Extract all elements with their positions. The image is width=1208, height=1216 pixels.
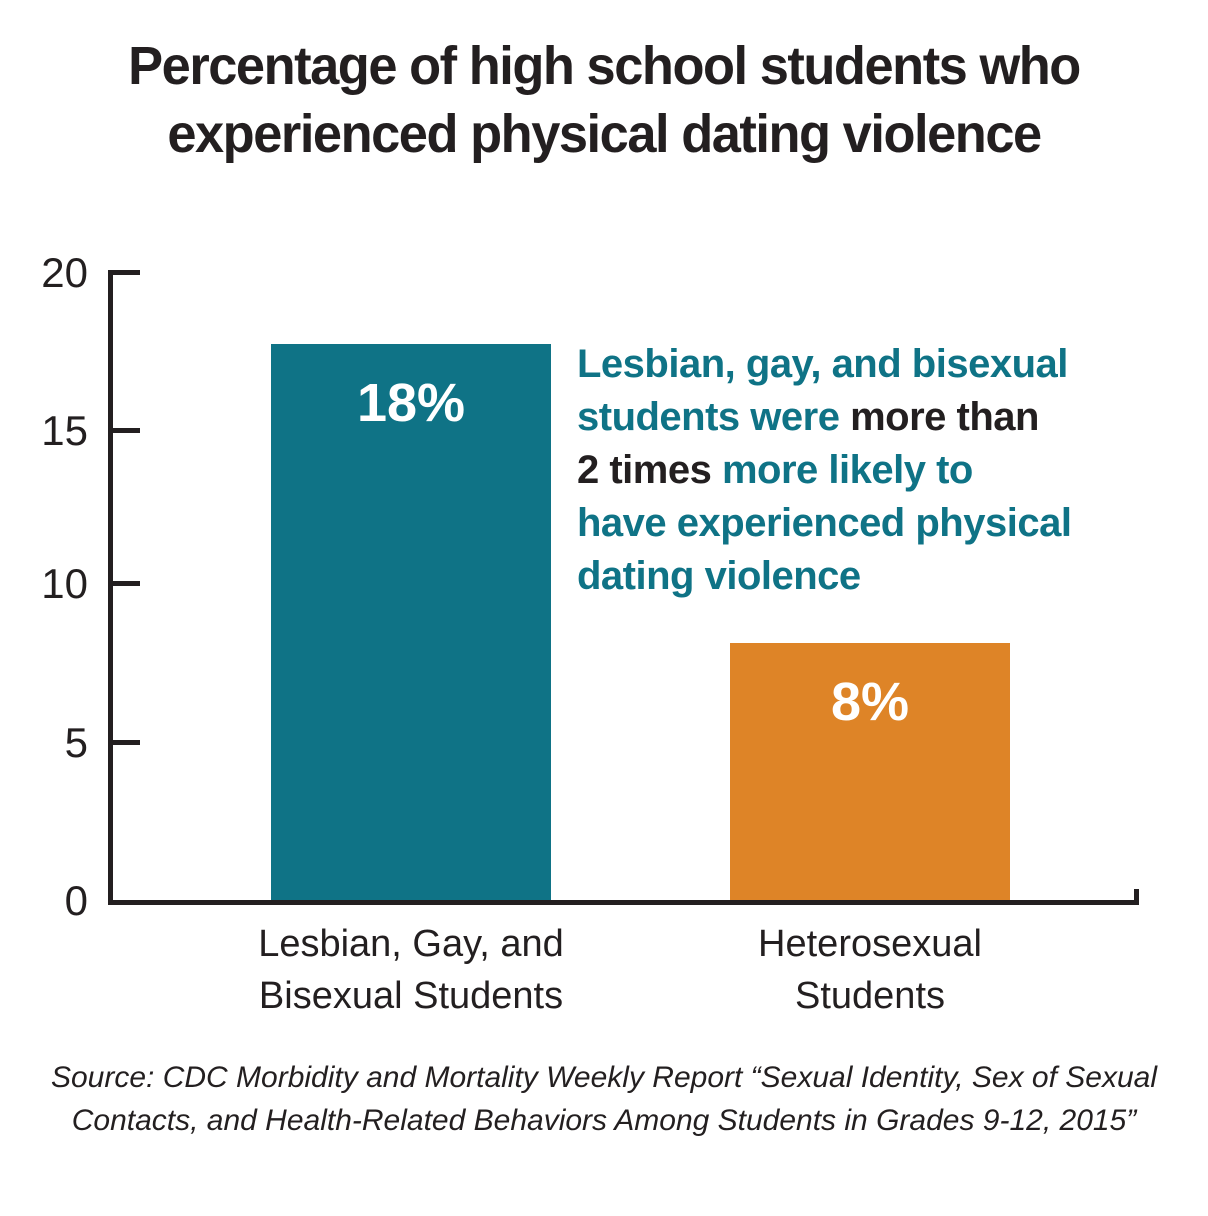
chart-title-line-1: Percentage of high school students who bbox=[128, 36, 1080, 96]
annotation-line-5-teal: dating violence bbox=[577, 554, 861, 598]
y-axis-tick-20 bbox=[108, 270, 140, 275]
chart-title bbox=[18, 32, 1190, 168]
category-label-lgb-line-2: Bisexual Students bbox=[258, 975, 564, 1017]
category-label-heterosexual-students bbox=[620, 918, 1120, 1022]
source-citation-line-2: Contacts, and Health-Related Behaviors Among Students in Grades 9-12, 2015” bbox=[71, 1104, 1137, 1137]
source-citation-line-1: Source: CDC Morbidity and Mortality Weekly Report “Sexual Identity, Sex of Sexual bbox=[50, 1061, 1157, 1094]
annotation-line-3-teal: more likely to bbox=[721, 448, 973, 492]
y-axis-tick-15 bbox=[108, 428, 140, 433]
y-axis-tick-5 bbox=[108, 740, 140, 745]
annotation-line-3 bbox=[577, 444, 1167, 497]
x-axis-line bbox=[108, 900, 1139, 905]
annotation-line-2-dark: more than bbox=[850, 395, 1039, 439]
y-tick-label-10: 10 bbox=[41, 560, 88, 607]
annotation-line-5 bbox=[577, 550, 1167, 603]
chart-title-line-2: experienced physical dating violence bbox=[167, 104, 1041, 164]
category-label-lgb-line-1: Lesbian, Gay, and bbox=[258, 923, 564, 965]
annotation-line-4-teal: have experienced physical bbox=[577, 501, 1072, 545]
category-label-lgb-students bbox=[161, 918, 661, 1022]
category-label-heterosexual-line-1: Heterosexual bbox=[758, 923, 982, 965]
bar-value-label-lgb: 18% bbox=[356, 373, 466, 433]
category-label-heterosexual-line-2: Students bbox=[795, 975, 945, 1017]
source-citation bbox=[0, 1056, 1208, 1142]
annotation-line-2 bbox=[577, 391, 1167, 444]
y-tick-label-20: 20 bbox=[41, 249, 88, 296]
y-axis-line bbox=[108, 270, 113, 905]
annotation-line-2-teal: students were bbox=[577, 395, 851, 439]
annotation-line-4 bbox=[577, 497, 1167, 550]
y-axis-tick-10 bbox=[108, 581, 140, 586]
x-axis-end-tick bbox=[1134, 889, 1139, 903]
annotation-line-1-teal: Lesbian, gay, and bisexual bbox=[577, 342, 1068, 386]
bar-lgb-students bbox=[271, 344, 551, 900]
annotation-line-1 bbox=[577, 338, 1167, 391]
bar-heterosexual-students bbox=[730, 643, 1010, 900]
bar-value-label-heterosexual: 8% bbox=[830, 672, 910, 732]
y-tick-label-15: 15 bbox=[41, 407, 88, 454]
annotation-callout bbox=[577, 338, 1167, 603]
y-tick-label-0: 0 bbox=[64, 877, 88, 924]
y-tick-label-5: 5 bbox=[64, 719, 88, 766]
annotation-line-3-dark: 2 times bbox=[577, 448, 722, 492]
